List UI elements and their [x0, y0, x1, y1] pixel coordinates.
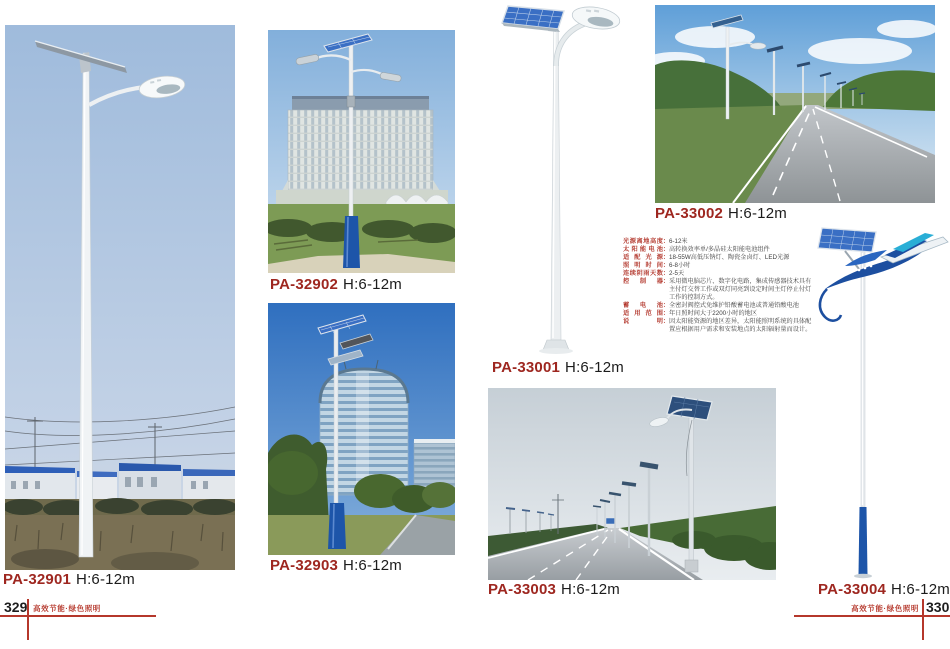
- model-number: PA-32903: [270, 557, 339, 574]
- height-spec: H:6-12m: [891, 581, 950, 598]
- control-box: [347, 96, 355, 107]
- spec-label: 适用范围: [623, 310, 663, 317]
- spec-value: 6-8小时: [669, 262, 691, 269]
- product-label-pa-33004: [818, 581, 950, 598]
- page-number-left: 329: [4, 599, 28, 615]
- height-spec: H:6-12m: [343, 557, 402, 574]
- model-number: PA-33002: [655, 205, 724, 222]
- height-spec: H:6-12m: [565, 359, 624, 376]
- spec-colon: ：: [663, 270, 670, 277]
- solar-panel: [818, 228, 876, 252]
- footer-rule-right: [794, 615, 950, 617]
- hotel-grounds: [268, 204, 455, 273]
- spec-label: 控制器: [623, 278, 663, 285]
- light-pole: [334, 323, 338, 503]
- spec-value: 全密封阀控式免维护铅酸蓄电池或普通铅酸电池: [669, 302, 799, 309]
- pole-footing: [685, 560, 698, 572]
- spec-colon: ：: [663, 302, 670, 309]
- spec-row-lighting-time: [623, 262, 817, 270]
- light-pole: [689, 402, 694, 562]
- height-spec: H:6-12m: [76, 571, 135, 588]
- scene-street-light-sky: [5, 25, 235, 570]
- spec-row-storage-battery: [623, 302, 817, 310]
- height-spec: H:6-12m: [343, 276, 402, 293]
- pole-base-blue: [343, 216, 360, 268]
- spec-colon: ：: [663, 246, 670, 253]
- product-label-pa-32901: [3, 571, 135, 588]
- spec-value: 采用微电脑芯片、数字化电路，集成传感器技术具有主付灯交替工作或双灯同亮到设定时间主灯停止付灯工作的控制方式。: [669, 278, 812, 301]
- base-plate: [854, 574, 872, 578]
- spec-row-applicable-area: [623, 310, 817, 318]
- footer-divider-left: [27, 599, 29, 640]
- photo-pa-33002: [655, 5, 935, 203]
- spec-row-note: [623, 318, 817, 334]
- photo-pa-32901: [5, 25, 235, 570]
- road-sign: [606, 518, 615, 524]
- height-spec: H:6-12m: [561, 581, 620, 598]
- photo-pa-32902: [268, 30, 455, 273]
- photo-pa-33004: [815, 225, 950, 580]
- spec-label: 太阳能电池: [623, 246, 663, 253]
- model-number: PA-33003: [488, 581, 557, 598]
- spec-value: 2-5天: [669, 270, 685, 277]
- spec-row-light-source: [623, 254, 817, 262]
- model-number: PA-32901: [3, 571, 72, 588]
- spec-row-controller: [623, 278, 817, 302]
- product-label-pa-32903: [270, 557, 402, 574]
- spec-value: 因太阳能资源的地区差异，太阳能照明系统的具体配置应根据用户需求和安装地点的太阳辐射量而设计。: [669, 318, 812, 333]
- product-label-pa-33003: [488, 581, 620, 598]
- spec-value: 6-12米: [669, 238, 688, 245]
- product-label-pa-33002: [655, 205, 787, 222]
- photo-pa-33003: [488, 388, 776, 580]
- footer-slogan-left: 高效节能·绿色照明: [33, 604, 101, 613]
- height-spec: H:6-12m: [728, 205, 787, 222]
- spec-value: 年日照时间大于2200小时的地区: [669, 310, 758, 317]
- spec-colon: ：: [663, 254, 670, 261]
- spec-colon: ：: [663, 238, 670, 245]
- spec-colon: ：: [663, 318, 670, 325]
- product-label-pa-33001: [492, 359, 624, 376]
- glass-tower: [320, 360, 408, 495]
- hotel-building: [276, 96, 448, 210]
- drawing-pa-33004: [815, 225, 950, 580]
- footer-divider-right: [922, 599, 924, 640]
- light-pole: [861, 251, 865, 507]
- spec-value: 高转换效率单/多晶硅太阳能电池组件: [669, 246, 770, 253]
- page-number-right: 330: [926, 599, 950, 615]
- spec-row-rainy-days: [623, 270, 817, 278]
- spec-label: 连续阴雨天数: [623, 270, 663, 277]
- light-pole: [349, 44, 353, 220]
- spec-label: 光源离地高度: [623, 238, 663, 245]
- product-label-pa-32902: [270, 276, 402, 293]
- model-number: PA-33004: [818, 581, 887, 598]
- drawing-pa-33001: [490, 0, 622, 358]
- photo-pa-33001: [490, 0, 622, 358]
- spec-label: 照明时间: [623, 262, 663, 269]
- model-number: PA-32902: [270, 276, 339, 293]
- spec-label: 适配光源: [623, 254, 663, 261]
- spec-label: 蓄电池: [623, 302, 663, 309]
- footer-rule-left: [0, 615, 156, 617]
- model-number: PA-33001: [492, 359, 561, 376]
- lamp-head: [750, 43, 766, 49]
- spec-colon: ：: [663, 310, 670, 317]
- spec-panel: [623, 238, 817, 334]
- spec-label: 说明: [623, 318, 663, 325]
- scene-hotel-street-light: [268, 30, 455, 273]
- pole-base-blue: [859, 507, 868, 575]
- pole-base-blue: [328, 503, 346, 549]
- spec-row-solar-battery: [623, 246, 817, 254]
- spec-colon: ：: [663, 278, 670, 285]
- spec-row-mounting-height: [623, 238, 817, 246]
- footer-slogan-right: 高效节能·绿色照明: [851, 604, 919, 613]
- scene-office-tower-street-light: [268, 303, 455, 555]
- spec-colon: ：: [663, 262, 670, 269]
- spec-value: 18-55W高低压钠灯、陶瓷金卤灯、LED光源: [669, 254, 790, 261]
- scene-highway-foreground-light: [488, 388, 776, 580]
- photo-pa-32903: [268, 303, 455, 555]
- scene-highway-lights-row: [655, 5, 935, 203]
- foreground-vegetation: [5, 498, 235, 570]
